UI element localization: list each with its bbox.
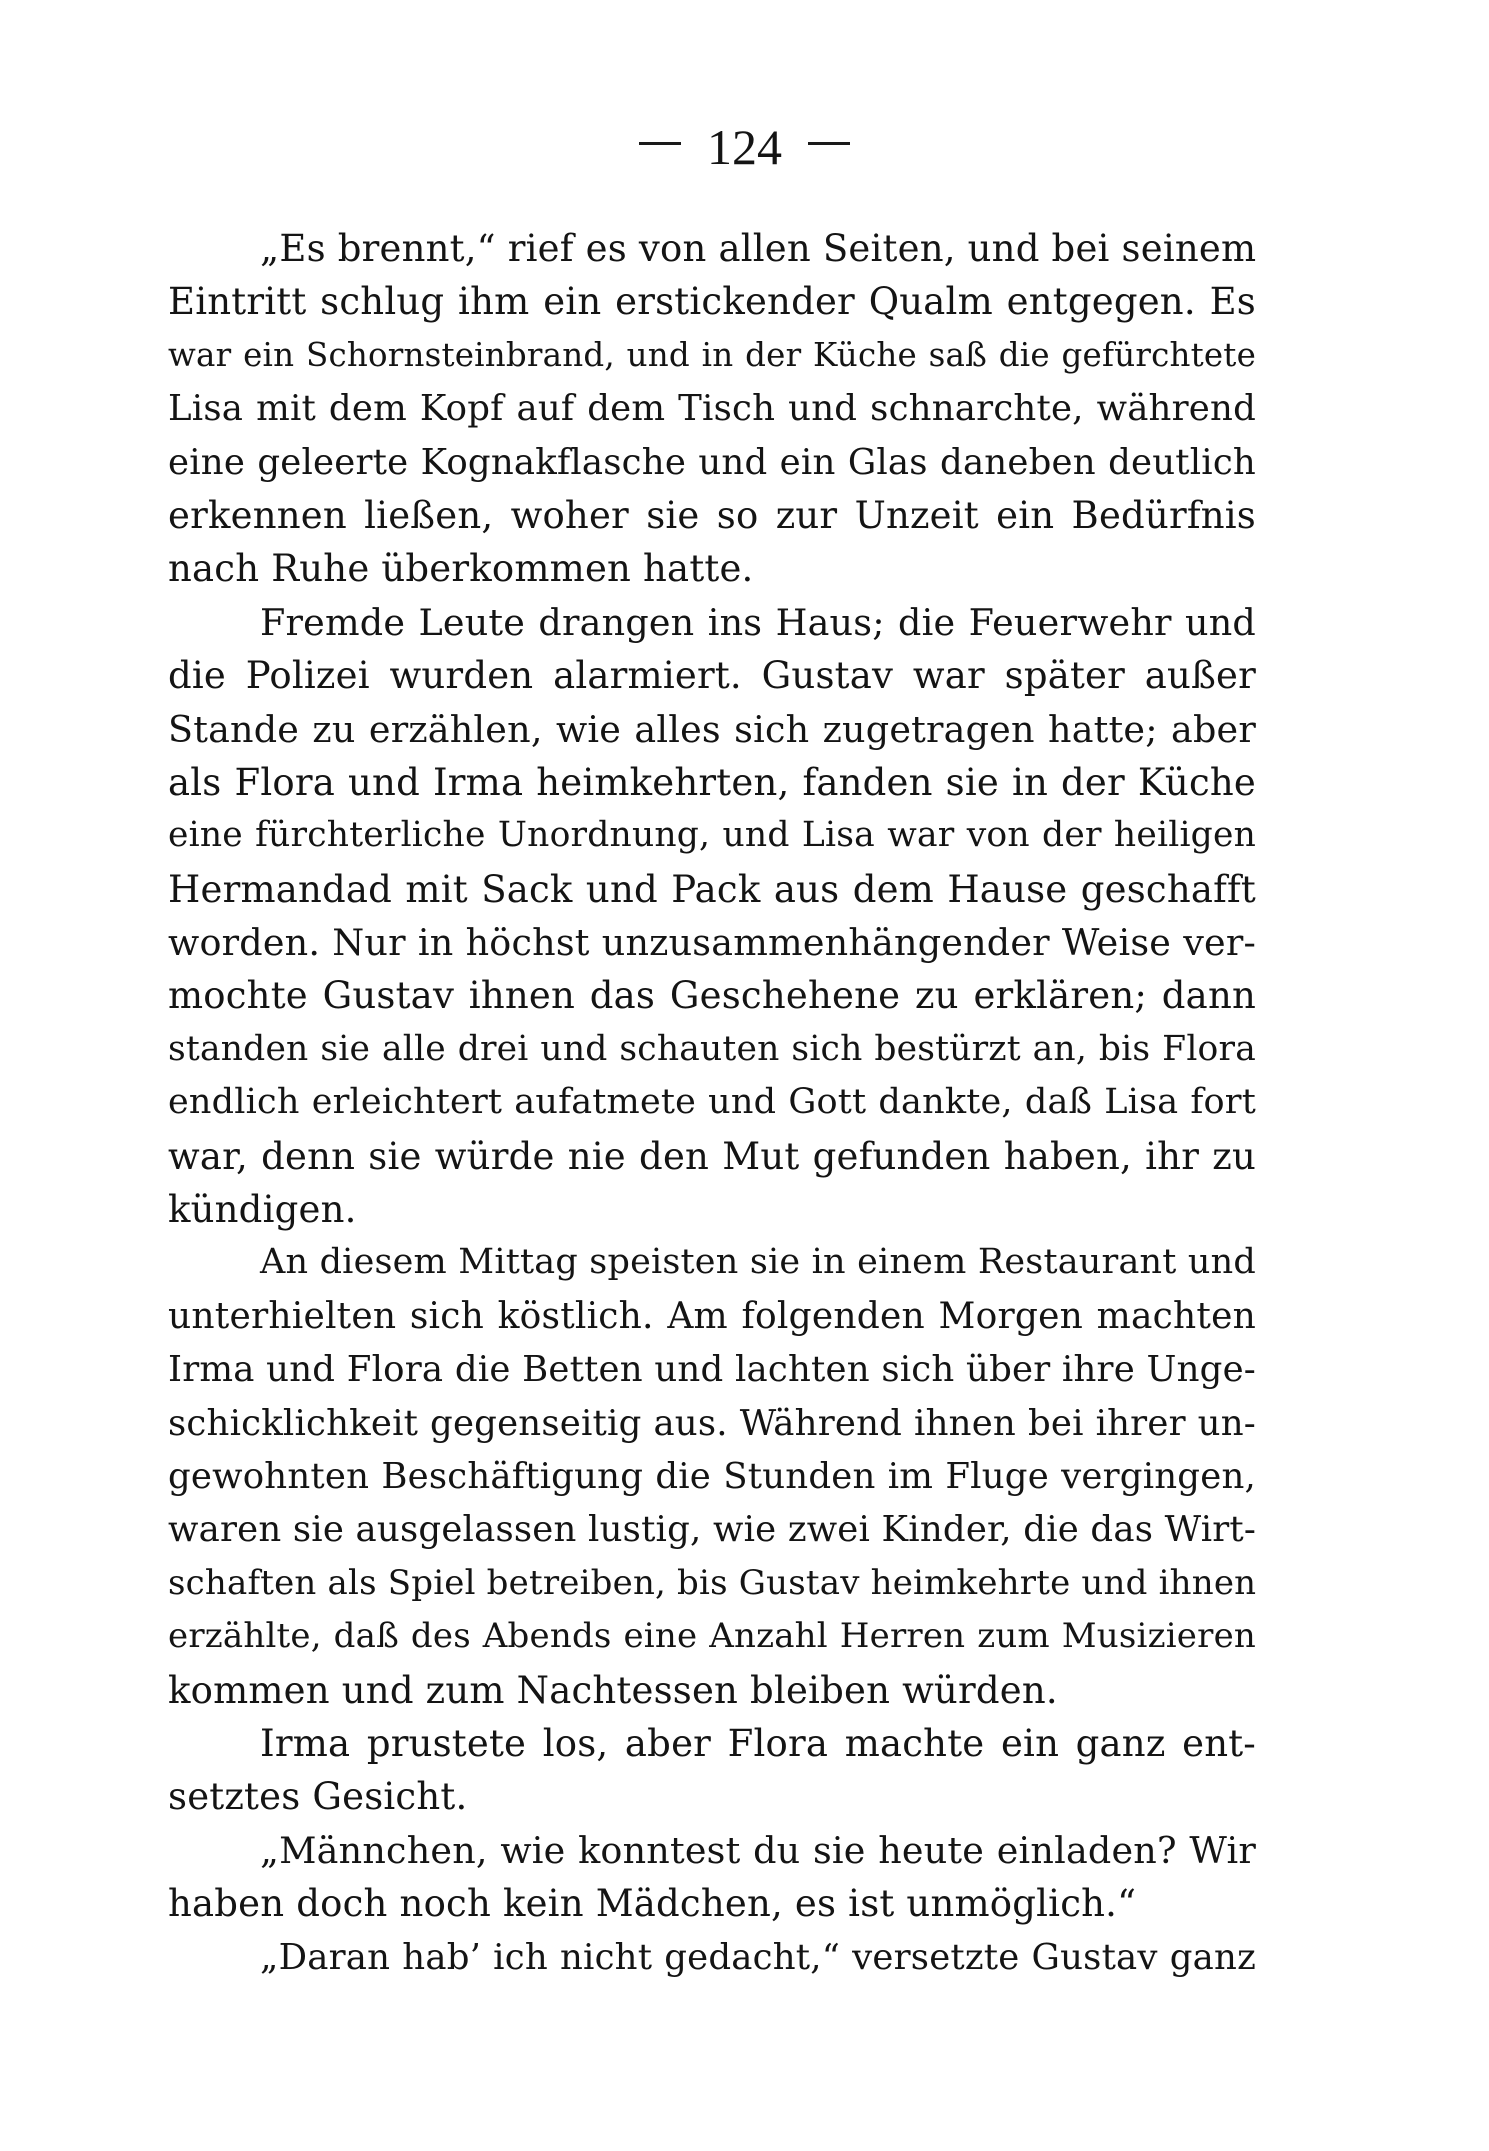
- text-line: waren sie ausgelassen lustig, wie zwei Kinder, die das Wirt-: [168, 1509, 1256, 1551]
- text-line: Irma prustete los, aber Flora machte ein ganz ent-: [260, 1721, 1256, 1765]
- text-line: erzählte, daß des Abends eine Anzahl Herren zum Musizieren: [168, 1616, 1256, 1657]
- text-line: war, denn sie würde nie den Mut gefunden haben, ihr zu: [168, 1134, 1256, 1178]
- text-line: standen sie alle drei und schauten sich bestürzt an, bis Flora: [168, 1028, 1256, 1069]
- text-line: Eintritt schlug ihm ein erstickender Qualm entgegen. Es: [168, 280, 1256, 324]
- text-line: Irma und Flora die Betten und lachten sich über ihre Unge-: [168, 1349, 1256, 1391]
- text-line: endlich erleichtert aufatmete und Gott dankte, daß Lisa fort: [168, 1082, 1256, 1123]
- text-line: mochte Gustav ihnen das Geschehene zu erklären; dann: [168, 974, 1256, 1018]
- text-line: worden. Nur in höchst unzusammenhängender Weise ver-: [168, 921, 1256, 965]
- text-line: nach Ruhe überkommen hatte.: [168, 547, 754, 591]
- text-line: war ein Schornsteinbrand, und in der Küche saß die gefürchtete: [168, 335, 1256, 374]
- text-line: gewohnten Beschäftigung die Stunden im Fluge vergingen,: [168, 1455, 1256, 1497]
- text-line: unterhielten sich köstlich. Am folgenden Morgen machten: [168, 1295, 1256, 1337]
- text-line: setztes Gesicht.: [168, 1775, 468, 1819]
- text-line: kommen und zum Nachtessen bleiben würden.: [168, 1668, 1058, 1712]
- text-line: kündigen.: [168, 1188, 357, 1232]
- text-line: „Es brennt,“ rief es von allen Seiten, und bei seinem: [260, 227, 1256, 270]
- text-line: schaften als Spiel betreiben, bis Gustav heimkehrte und ihnen: [168, 1562, 1256, 1603]
- header-dash-right: [808, 142, 850, 145]
- header-dash-left: [639, 142, 681, 145]
- page-number: 124: [707, 119, 782, 175]
- text-line: Lisa mit dem Kopf auf dem Tisch und schnarchte, während: [168, 388, 1256, 430]
- text-line: haben doch noch kein Mädchen, es ist unmöglich.“: [168, 1882, 1137, 1926]
- text-line: eine geleerte Kognakflasche und ein Glas daneben deutlich: [168, 441, 1256, 483]
- body-text: [168, 222, 1256, 1984]
- page-header: [0, 118, 1489, 178]
- text-line: erkennen ließen, woher sie so zur Unzeit ein Bedürfnis: [168, 493, 1256, 537]
- text-line: die Polizei wurden alarmiert. Gustav war später außer: [168, 654, 1256, 698]
- text-line: Hermandad mit Sack und Pack aus dem Hause geschafft: [168, 867, 1256, 911]
- text-line: „Daran hab’ ich nicht gedacht,“ versetzte Gustav ganz: [260, 1936, 1256, 1978]
- text-line: schicklichkeit gegenseitig aus. Während ihnen bei ihrer un-: [168, 1402, 1256, 1444]
- text-line: Fremde Leute drangen ins Haus; die Feuerwehr und: [260, 600, 1256, 644]
- text-line: Stande zu erzählen, wie alles sich zugetragen hatte; aber: [168, 707, 1256, 751]
- text-line: eine fürchterliche Unordnung, und Lisa war von der heiligen: [168, 815, 1256, 856]
- text-line: An diesem Mittag speisten sie in einem Restaurant und: [260, 1242, 1256, 1283]
- text-line: „Männchen, wie konntest du sie heute einladen? Wir: [260, 1828, 1256, 1872]
- text-line: als Flora und Irma heimkehrten, fanden sie in der Küche: [168, 760, 1256, 804]
